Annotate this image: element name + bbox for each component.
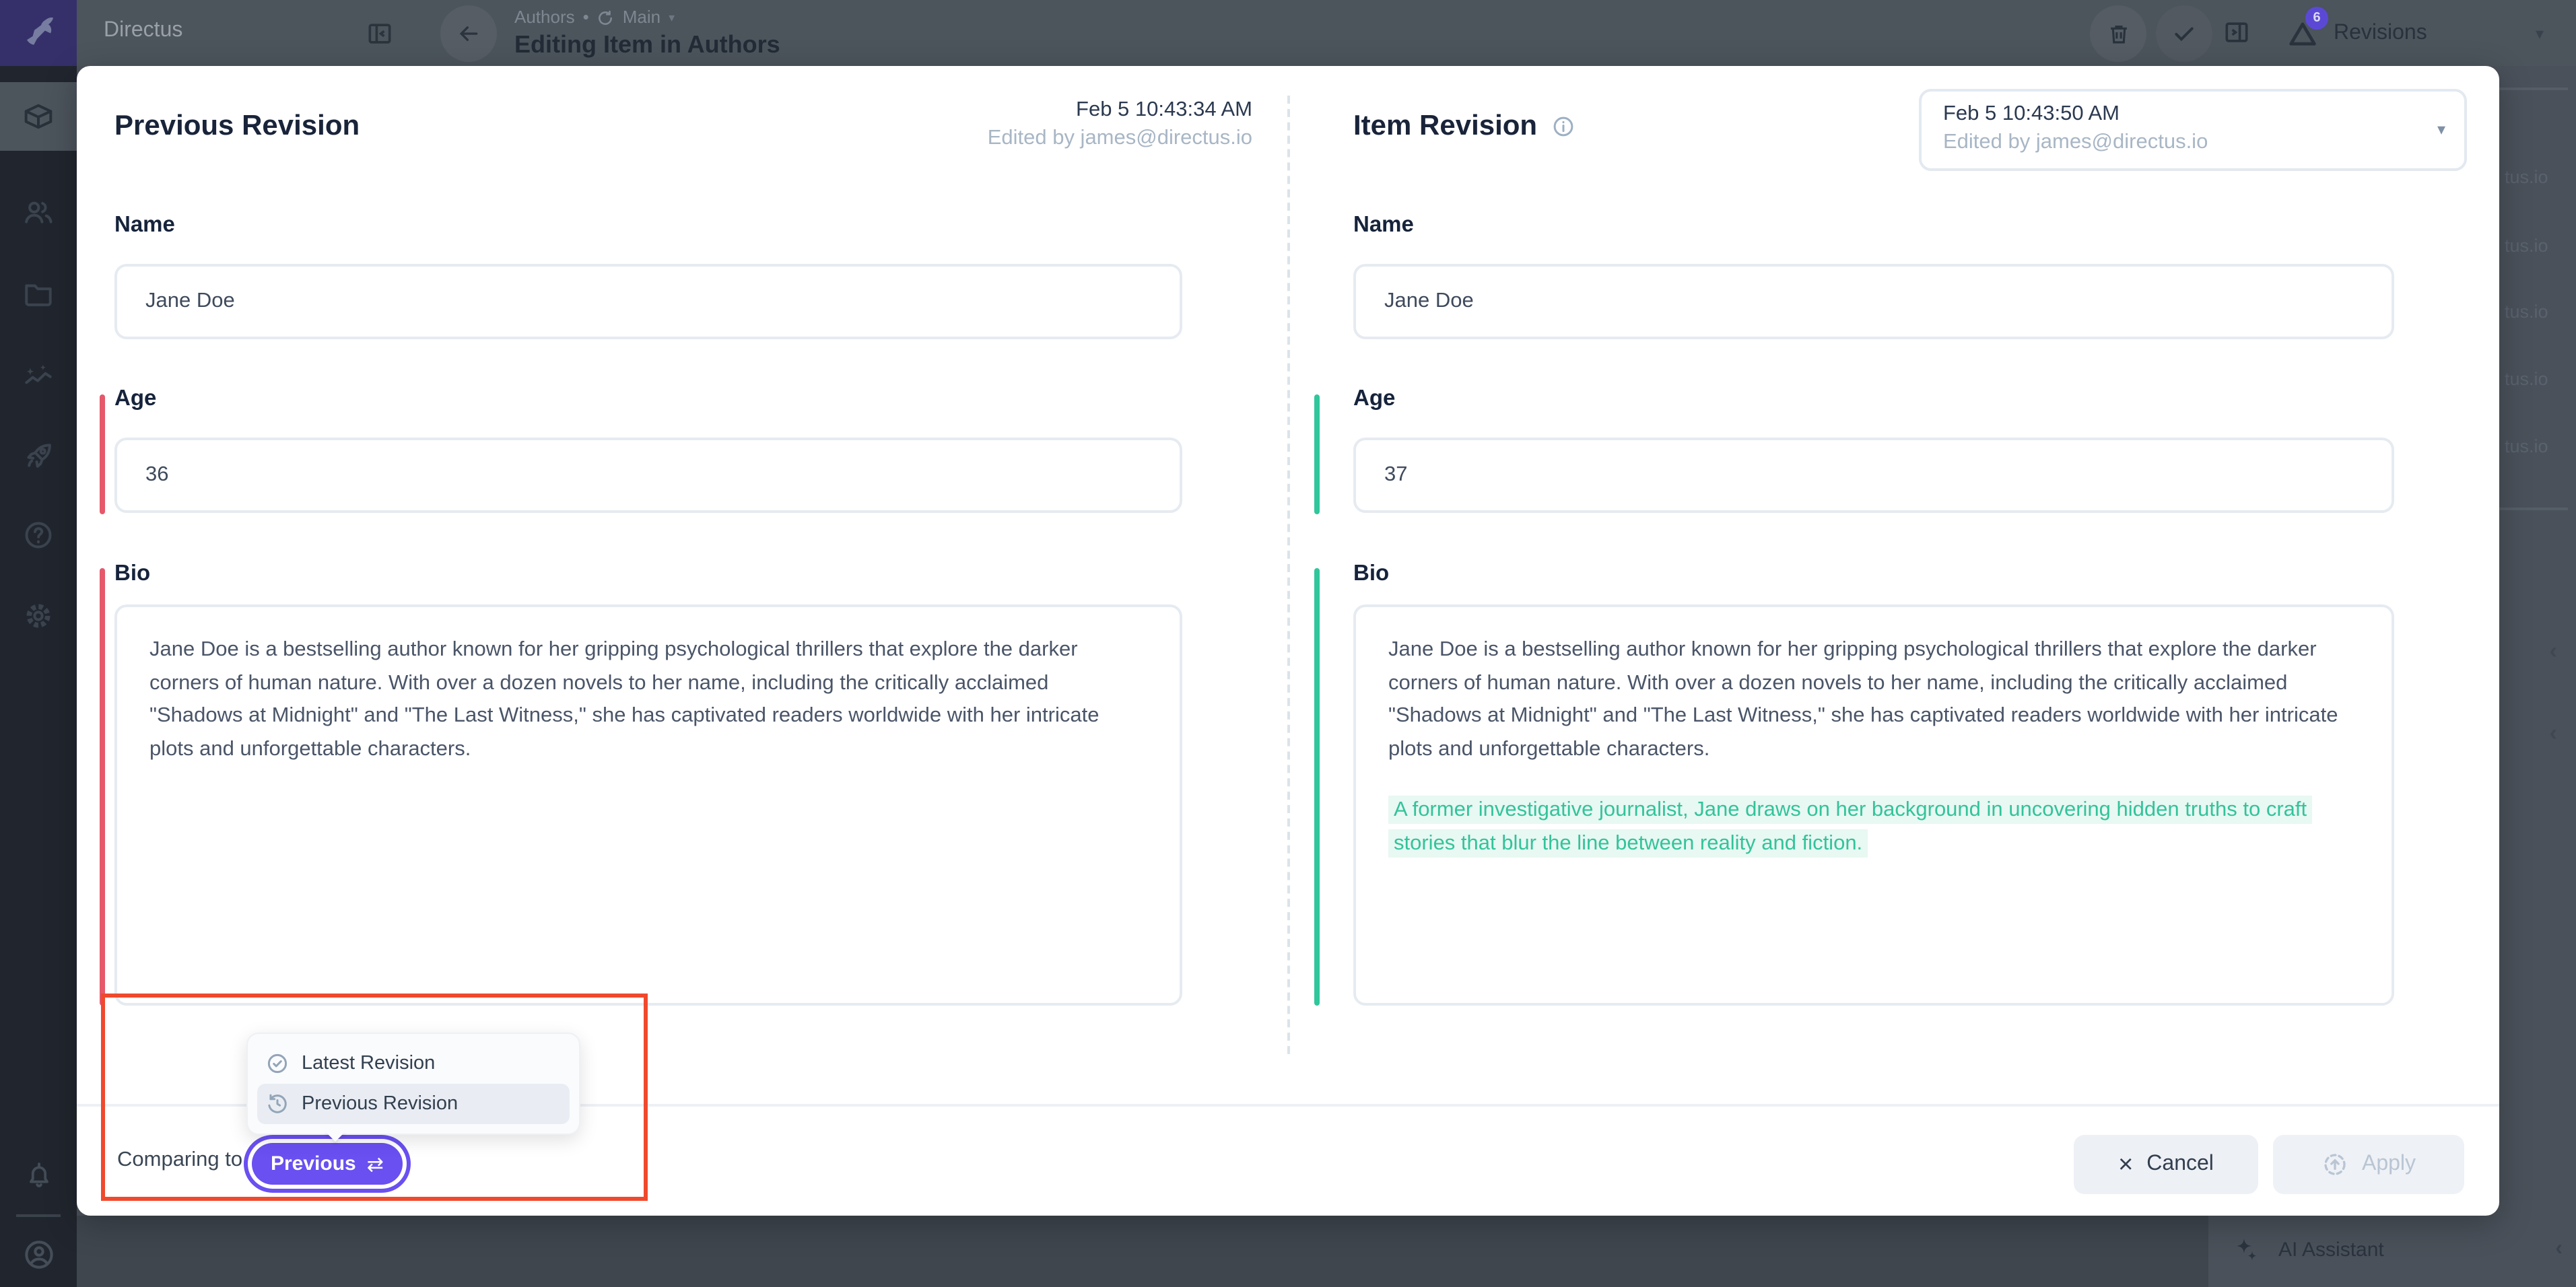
bio-text: Jane Doe is a bestselling author known for her gripping psychological thrillers that explore the darker corners of human nature. With over a dozen novels to her name, including the critically acclaimed "Shadows at Midnight" and "The Last Witness," she has captivated readers worldwide with her intricate plots and unforgettable characters. bbox=[1388, 638, 2338, 760]
chevron-left-icon[interactable]: ‹ bbox=[2549, 720, 2557, 746]
history-icon bbox=[265, 1092, 290, 1116]
breadcrumb-separator: • bbox=[582, 7, 589, 27]
panel-divider bbox=[1287, 96, 1290, 1054]
chevron-left-icon[interactable]: ‹ bbox=[2555, 1237, 2563, 1260]
item-revision-title-text: Item Revision bbox=[1353, 110, 1538, 141]
selected-revision-timestamp: Feb 5 10:43:50 AM bbox=[1943, 102, 2120, 125]
close-icon: × bbox=[2118, 1150, 2134, 1179]
age-value: 36 bbox=[145, 463, 169, 486]
sidebar-divider bbox=[2499, 508, 2568, 510]
compare-target-menu bbox=[246, 1033, 580, 1135]
menu-item-label: Previous Revision bbox=[302, 1093, 459, 1115]
age-label: Age bbox=[114, 386, 157, 411]
module-insights[interactable] bbox=[0, 342, 77, 411]
delete-item-button[interactable] bbox=[2090, 5, 2146, 62]
bio-text: Jane Doe is a bestselling author known for her gripping psychological thrillers that explore the darker corners of human nature. With over a dozen novels to her name, including the critically acclaimed "Shadows at Midnight" and "The Last Witness," she has captivated readers worldwide with her intricate plots and unforgettable characters. bbox=[149, 638, 1099, 760]
diff-removed-bar bbox=[100, 568, 105, 1006]
version-name[interactable]: Main bbox=[622, 7, 661, 27]
revision-compare-modal bbox=[77, 66, 2499, 1216]
previous-revision-meta bbox=[988, 96, 1252, 152]
cancel-label: Cancel bbox=[2146, 1152, 2214, 1175]
revision-select-dropdown[interactable] bbox=[1919, 89, 2467, 171]
previous-revision-timestamp: Feb 5 10:43:34 AM bbox=[1076, 98, 1252, 121]
revisions-label: Revisions bbox=[2334, 21, 2427, 44]
apply-button[interactable] bbox=[2273, 1135, 2464, 1194]
selected-revision-edited-by: Edited by james@directus.io bbox=[1943, 131, 2208, 153]
revisions-sidebar-header[interactable] bbox=[2285, 0, 2427, 66]
chevron-down-icon: ▾ bbox=[2437, 120, 2445, 139]
age-input-previous bbox=[114, 438, 1182, 513]
compare-target-button[interactable] bbox=[252, 1143, 403, 1185]
info-icon bbox=[1551, 114, 1575, 139]
module-extensions[interactable] bbox=[0, 421, 77, 490]
revision-list-item[interactable]: tus.io bbox=[2505, 436, 2548, 456]
revisions-count-badge: 6 bbox=[2305, 6, 2328, 29]
toggle-right-sidebar-icon[interactable] bbox=[2222, 18, 2251, 47]
revision-list-item[interactable]: tus.io bbox=[2505, 302, 2548, 322]
notifications-bell-icon[interactable] bbox=[0, 1158, 77, 1193]
revision-list-item[interactable]: tus.io bbox=[2505, 369, 2548, 389]
module-bar bbox=[0, 0, 77, 1287]
module-settings[interactable] bbox=[0, 582, 77, 650]
save-item-button[interactable] bbox=[2156, 5, 2212, 62]
age-input-item bbox=[1353, 438, 2394, 513]
name-value: Jane Doe bbox=[145, 289, 235, 312]
ai-assistant-bar[interactable] bbox=[2208, 1216, 2576, 1287]
popover-caret bbox=[325, 1131, 346, 1142]
revisions-delta-icon bbox=[2285, 10, 2321, 50]
user-avatar[interactable] bbox=[0, 1237, 77, 1272]
compare-target-value: Previous bbox=[271, 1152, 356, 1175]
bio-label: Bio bbox=[1353, 561, 1390, 586]
age-value: 37 bbox=[1384, 463, 1408, 486]
diff-removed-bar bbox=[100, 394, 105, 514]
top-bar bbox=[77, 0, 2576, 66]
swap-horizontal-icon: ⇄ bbox=[366, 1153, 384, 1176]
breadcrumb bbox=[514, 7, 780, 59]
bottom-strip bbox=[0, 1216, 2576, 1287]
bio-label: Bio bbox=[114, 561, 151, 586]
revisions-sidebar-sliver bbox=[2499, 66, 2576, 1216]
previous-revision-edited-by: Edited by james@directus.io bbox=[987, 127, 1252, 149]
page-title: Editing Item in Authors bbox=[514, 31, 780, 58]
collapse-sidebar-icon[interactable] bbox=[365, 19, 395, 48]
module-bar-divider bbox=[16, 1214, 61, 1217]
menu-item-previous-revision[interactable] bbox=[257, 1084, 570, 1124]
comparing-to-label: Comparing to bbox=[117, 1148, 243, 1171]
name-label: Name bbox=[114, 213, 175, 237]
version-caret-icon[interactable]: ▾ bbox=[669, 11, 675, 24]
name-input-previous bbox=[114, 264, 1182, 339]
chevron-left-icon[interactable]: ‹ bbox=[2549, 638, 2557, 664]
revision-list-item[interactable]: tus.io bbox=[2505, 236, 2548, 256]
apply-label: Apply bbox=[2361, 1152, 2416, 1175]
age-label: Age bbox=[1353, 386, 1396, 411]
item-revision-title bbox=[1353, 110, 1575, 143]
revisions-collapse-icon[interactable]: ▾ bbox=[2536, 24, 2544, 43]
version-icon bbox=[597, 9, 615, 26]
revision-list-item[interactable]: tus.io bbox=[2505, 167, 2548, 187]
name-label: Name bbox=[1353, 213, 1414, 237]
app-title: Directus bbox=[104, 19, 183, 42]
module-content[interactable] bbox=[0, 82, 77, 151]
directus-logo[interactable] bbox=[0, 0, 77, 66]
menu-item-label: Latest Revision bbox=[302, 1053, 436, 1074]
cancel-button[interactable] bbox=[2074, 1135, 2258, 1194]
bio-added-text: A former investigative journalist, Jane draws on her background in uncovering hidden truths to craft stories that blur the line between reality and fiction. bbox=[1388, 794, 2359, 860]
name-value: Jane Doe bbox=[1384, 289, 1474, 312]
name-input-item bbox=[1353, 264, 2394, 339]
breadcrumb-collection[interactable]: Authors bbox=[514, 7, 575, 27]
back-button[interactable] bbox=[440, 5, 497, 62]
module-files[interactable] bbox=[0, 260, 77, 328]
module-help[interactable] bbox=[0, 501, 77, 569]
apply-upload-icon bbox=[2321, 1151, 2348, 1178]
ai-sparkle-icon bbox=[2230, 1234, 2262, 1267]
bio-input-previous bbox=[114, 604, 1182, 1006]
module-users[interactable] bbox=[0, 178, 77, 246]
previous-revision-title: Previous Revision bbox=[114, 110, 360, 141]
diff-added-bar bbox=[1314, 568, 1320, 1006]
check-circle-icon bbox=[265, 1051, 290, 1076]
sidebar-divider bbox=[2499, 88, 2568, 90]
menu-item-latest-revision[interactable] bbox=[257, 1043, 570, 1084]
ai-assistant-label: AI Assistant bbox=[2278, 1239, 2384, 1261]
diff-added-bar bbox=[1314, 394, 1320, 514]
bio-input-item bbox=[1353, 604, 2394, 1006]
